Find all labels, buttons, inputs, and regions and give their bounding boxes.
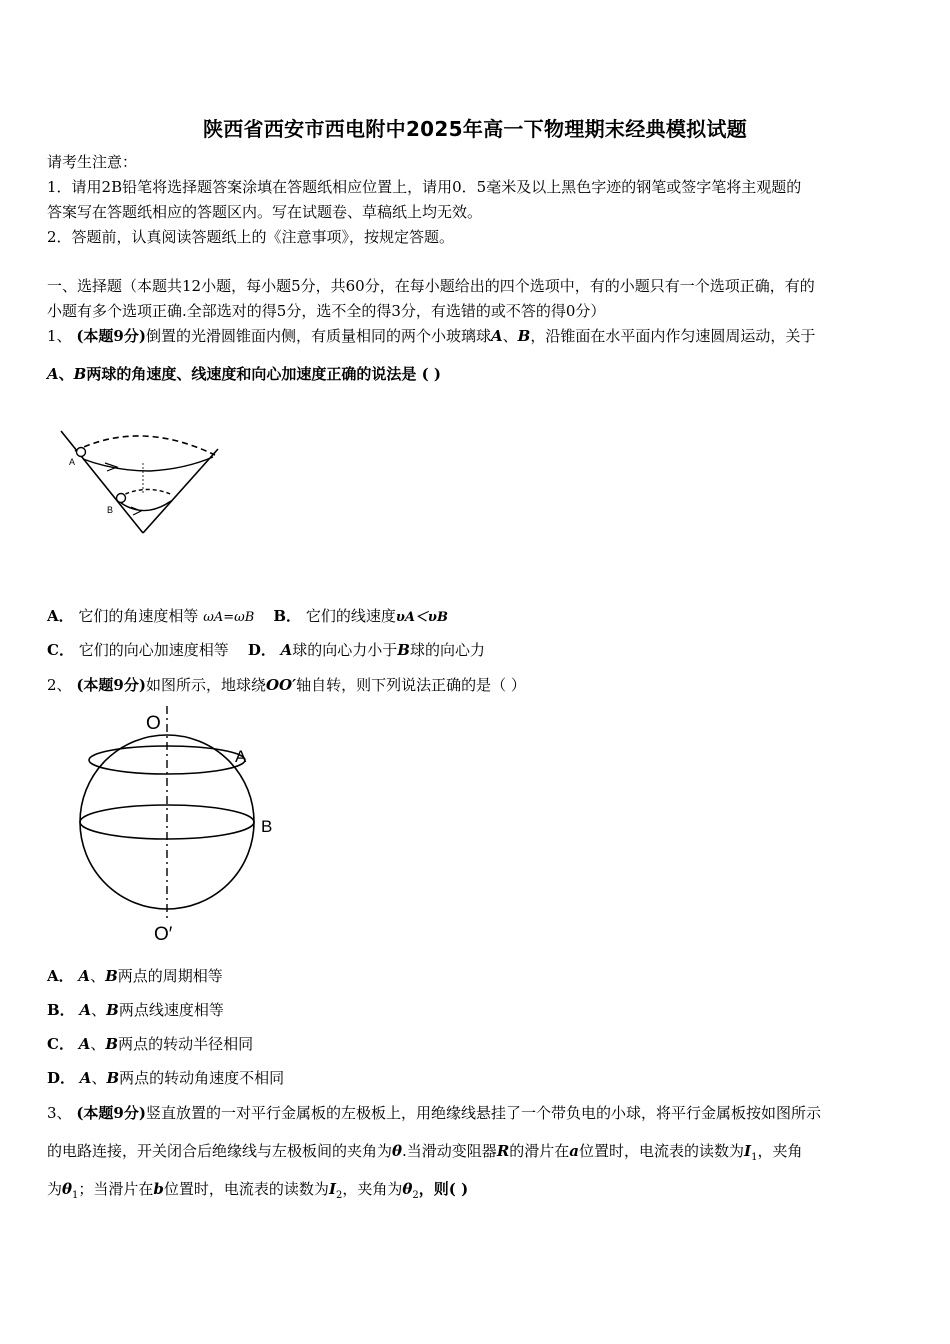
q2-option-d [47,1068,284,1088]
q1-var-b-2: B [73,365,87,383]
page-title: 陕西省西安市西电附中2025年高一下物理期末经典模拟试题 [202,117,748,141]
q3-theta-sub-1: 1 [72,1190,79,1201]
q1-points: (本题9分) [76,327,146,345]
q2-option-b-var-a: A [79,1001,92,1019]
q2-option-a-sep: 、 [90,967,106,985]
q1-option-d-label: D． [247,641,276,659]
q2-option-d-label: D． [47,1069,76,1087]
q3-text-2a: 的电路连接，开关闭合后绝缘线与左极板间的夹角为 [47,1142,393,1160]
q3-points: (本题9分) [76,1104,146,1122]
cone-figure [55,425,225,540]
q2-option-d-var-a: A [79,1069,92,1087]
q3-var-a: a [569,1142,580,1160]
q2-text: 如图所示，地球绕 [145,676,266,694]
q2-option-c-label: C． [47,1035,74,1053]
q1-var-a: A [490,327,503,345]
q1-number: 1、 [47,327,72,345]
q1-option-b-text: 它们的线速度 [305,607,396,625]
section1-intro: 一、选择题（本题共12小题，每小题5分，共60分，在每小题给出的四个选项中，有的小题只有一个选项正确，有的 [47,277,815,295]
q1-question: 两球的角速度、线速度和向心加速度正确的说法是 ( ) [86,365,441,383]
notice-heading: 请考生注意： [47,153,138,171]
q1-var-a-2: A [47,365,59,383]
q3-text-3a: 为 [47,1180,63,1198]
q3-sub-1: 1 [751,1152,758,1163]
q2-option-b-sep: 、 [91,1001,107,1019]
q1-option-b-formula: υA＜υB [395,610,448,625]
q1-option-c-label: C． [47,641,74,659]
q2-option-c-var-b: B [105,1035,119,1053]
q2-option-a-label: A． [47,967,74,985]
q1-sep-2: 、 [58,365,74,383]
q1-option-d-text: 球的向心力小于 [292,641,398,659]
q2-option-b-label: B． [47,1001,75,1019]
q3-var-i1: I [744,1142,752,1160]
q2-option-c [47,1034,253,1054]
q2-option-a-var-a: A [78,967,91,985]
q2-option-a-var-b: B [105,967,118,985]
q1-option-b-label: B． [273,607,302,625]
q2-option-c-sep: 、 [90,1035,106,1053]
q3-stem-line2 [47,1141,802,1168]
q3-stem-line1 [47,1103,821,1123]
section1-intro-cont: 小题有多个选项正确.全部选对的得5分，选不全的得3分，有选错的或不答的得0分） [47,302,606,320]
q2-text-cont: 轴自转，则下列说法正确的是（ ） [296,676,526,694]
q1-sep: 、 [502,327,518,345]
q1-text-cont: ，沿锥面在水平面内作匀速圆周运动，关于 [530,327,816,345]
q2-option-a-text: 两点的周期相等 [117,967,223,985]
cone-label-a: A [69,457,76,467]
q1-options-ab [47,606,448,628]
cone-label-b: B [107,505,114,515]
q3-text-2c: 的滑片在 [509,1142,570,1160]
notice-item-2: 2．答题前，认真阅读答题纸上的《注意事项》，按规定答题。 [47,228,455,246]
q2-axis: OO′ [265,676,297,694]
notice-item-1: 1．请用2B铅笔将选择题答案涂填在答题纸相应位置上，请用0．5毫米及以上黑色字迹的钢笔或签字笔将主观题的 [47,178,802,196]
q3-var-b: b [153,1180,164,1198]
q3-theta-1: θ [62,1180,73,1198]
q2-option-b-text: 两点线速度相等 [118,1001,224,1019]
q3-text-2b: .当滑动变阻器 [402,1142,497,1160]
q3-theta: θ [392,1142,403,1160]
earth-figure [70,700,290,950]
q2-option-d-text: 两点的转动角速度不相同 [119,1069,285,1087]
q3-text-2d: 位置时，电流表的读数为 [579,1142,745,1160]
earth-label-o-prime: O′ [154,924,173,945]
q1-option-a-label: A． [47,607,74,625]
q3-var-r: R [496,1142,510,1160]
q3-text-2e: ，夹角 [757,1142,803,1160]
q1-option-d-var-a: A [280,641,293,659]
q1-option-d-text-cont: 球的向心力 [409,641,485,659]
q1-stem-line2 [47,364,441,384]
earth-label-o: O [146,713,161,734]
q1-var-b: B [517,327,531,345]
q2-number: 2、 [47,676,72,694]
q3-text-3b: ；当滑片在 [78,1180,154,1198]
q2-option-c-var-a: A [78,1035,91,1053]
earth-label-b: B [261,817,273,836]
q1-option-d-var-b: B [397,641,410,659]
q2-option-b-var-b: B [106,1001,119,1019]
q2-option-d-sep: 、 [91,1069,107,1087]
earth-label-a: A [235,747,247,766]
q3-text-3d: ，夹角为 [342,1180,403,1198]
q3-var-i2: I [328,1180,336,1198]
q2-stem [47,675,526,695]
q1-options-cd [47,640,485,660]
q3-text: 竖直放置的一对平行金属板的左极板上，用绝缘线悬挂了一个带负电的小球，将平行金属板按如图所示 [145,1104,821,1122]
q3-text-3e: ，则( ) [418,1180,469,1198]
q2-points: (本题9分) [76,676,146,694]
q3-text-3c: 位置时，电流表的读数为 [163,1180,329,1198]
notice-item-1-cont: 答案写在答题纸相应的答题区内。写在试题卷、草稿纸上均无效。 [47,203,483,221]
q2-option-b [47,1000,224,1020]
q1-option-c-text: 它们的向心加速度相等 [78,641,229,659]
q3-theta-sub-2: 2 [412,1190,419,1201]
q1-option-a-text: 它们的角速度相等 [78,607,199,625]
q2-option-d-var-b: B [106,1069,120,1087]
q2-option-c-text: 两点的转动半径相同 [118,1035,254,1053]
q3-theta-2: θ [402,1180,413,1198]
q1-stem-line1 [47,326,815,346]
q2-option-a [47,966,223,986]
q3-stem-line3 [47,1179,468,1206]
q3-number: 3、 [47,1104,72,1122]
q1-text: 倒置的光滑圆锥面内侧，有质量相同的两个小玻璃球 [145,327,491,345]
q3-sub-2: 2 [335,1190,343,1201]
q1-option-a-formula: ωA=ωB [203,610,255,625]
